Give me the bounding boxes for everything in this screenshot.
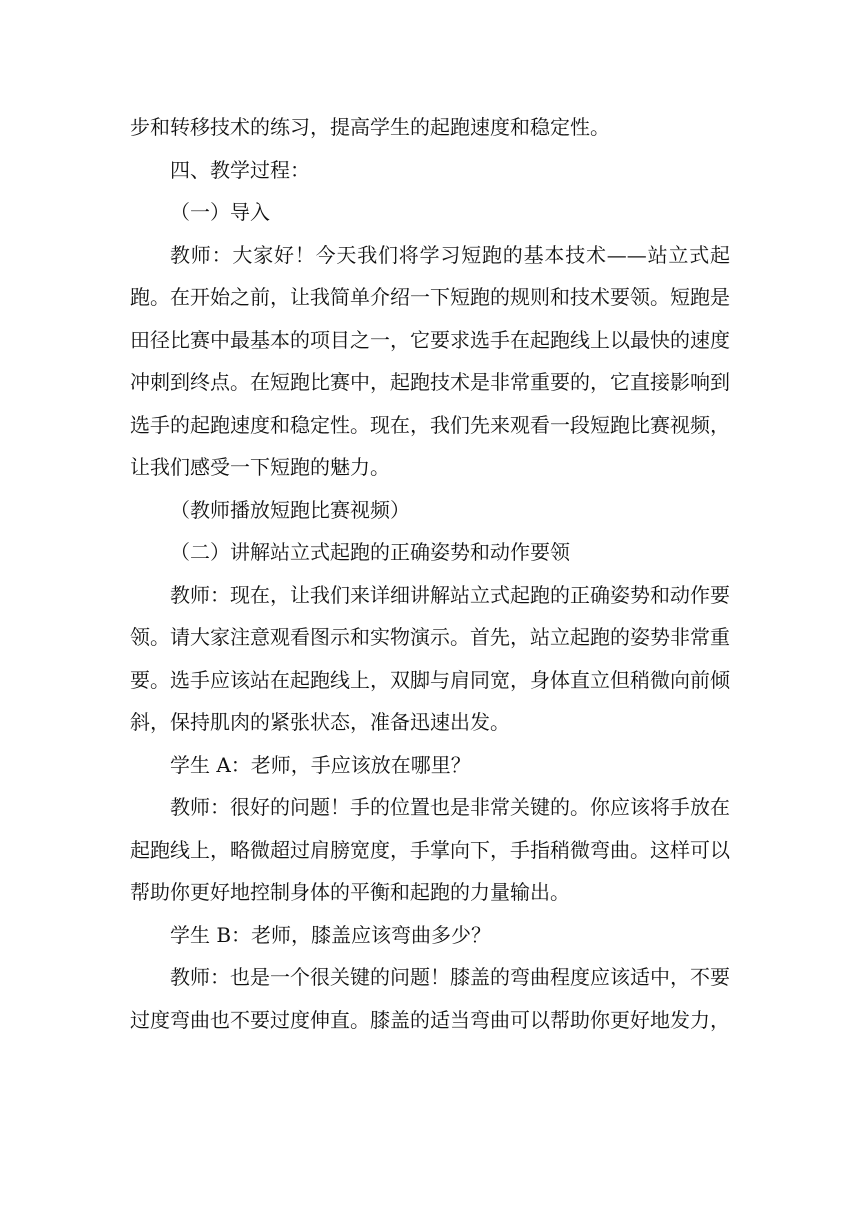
paragraph-teacher-posture: 教师：现在，让我们来详细讲解站立式起跑的正确姿势和动作要领。请大家注意观看图示和实物演示。首先，站立起跑的姿势非常重要。选手应该站在起跑线上，双脚与肩同宽，身体直立但稍微向前倾斜，保持肌肉的紧张状态，准备迅速出发。 (130, 582, 730, 734)
paragraph-continuation: 步和转移技术的练习，提高学生的起跑速度和稳定性。 (130, 115, 610, 139)
paragraph-student-a-question: 学生 A：老师，手应该放在哪里？ (170, 752, 471, 777)
section-heading-teaching-process: 四、教学过程： (170, 157, 310, 182)
paragraph-teacher-knees: 教师：也是一个很关键的问题！膝盖的弯曲程度应该适中，不要过度弯曲也不要过度伸直。膝盖的适当弯曲可以帮助你更好地发力， (130, 965, 730, 1032)
subsection-heading-explanation: （二）讲解站立式起跑的正确姿势和动作要领 (170, 540, 570, 564)
paragraph-stage-direction: （教师播放短跑比赛视频） (170, 497, 410, 522)
paragraph-teacher-intro: 教师：大家好！今天我们将学习短跑的基本技术——站立式起跑。在开始之前，让我简单介绍一下短跑的规则和技术要领。短跑是田径比赛中最基本的项目之一，它要求选手在起跑线上以最快的速度冲刺到终点。在短跑比赛中，起跑技术是非常重要的，它直接影响到选手的起跑速度和稳定性。现在，我们先来观看一段短跑比赛视频，让我们感受一下短跑的魅力。 (130, 242, 730, 479)
paragraph-teacher-hands: 教师：很好的问题！手的位置也是非常关键的。你应该将手放在起跑线上，略微超过肩膀宽度，手掌向下，手指稍微弯曲。这样可以帮助你更好地控制身体的平衡和起跑的力量输出。 (130, 795, 730, 904)
subsection-heading-introduction: （一）导入 (170, 200, 270, 224)
document-body (130, 106, 730, 1041)
paragraph-student-b-question: 学生 B：老师，膝盖应该弯曲多少？ (170, 922, 492, 947)
